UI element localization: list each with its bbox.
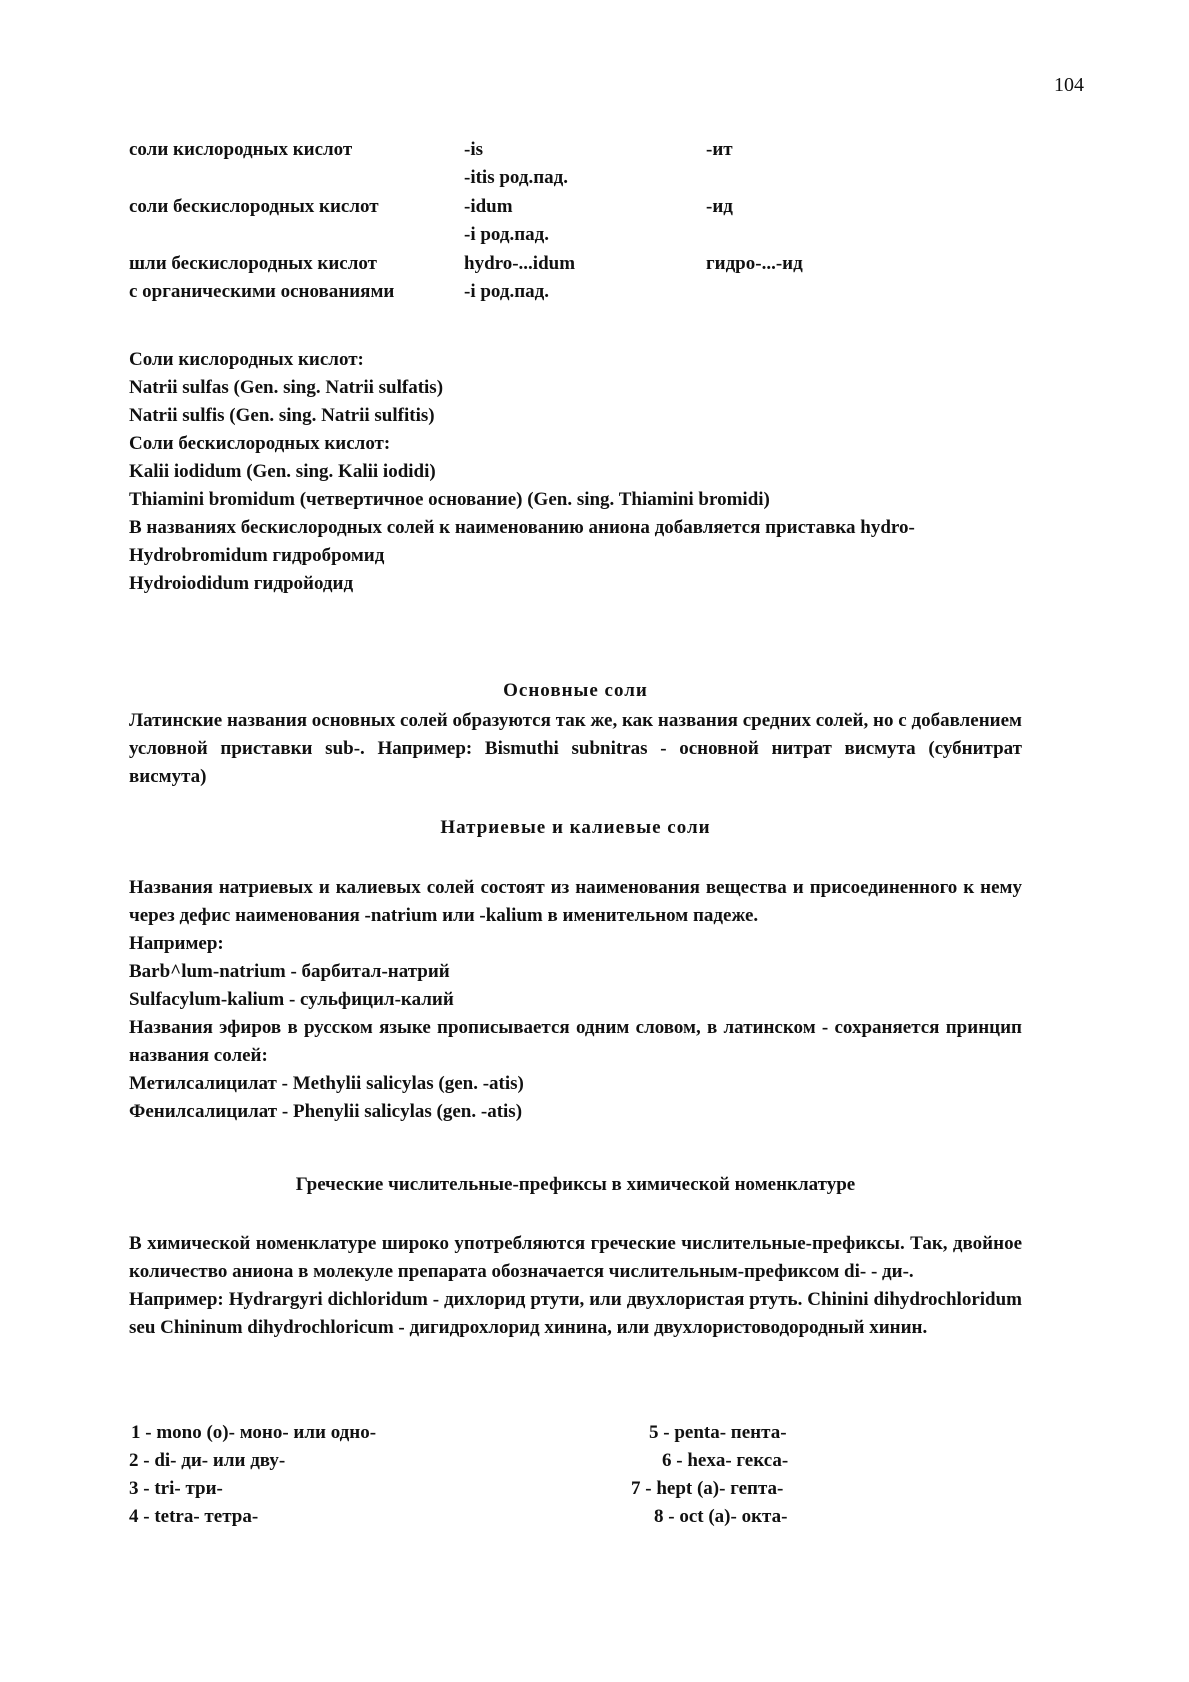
example-line: Natrii sulfas (Gen. sing. Natrii sulfatis)	[129, 377, 444, 398]
section-heading: Греческие числительные-префиксы в химической номенклатуре	[295, 1174, 856, 1195]
example-line: Соли бескислородных кислот:	[129, 433, 391, 454]
list-item	[129, 1475, 1029, 1503]
section-heading: Основные соли	[503, 680, 648, 701]
table-cell-term: соли кислородных кислот	[129, 139, 353, 160]
section-paragraph: Названия эфиров в русском языке прописывается одним словом, в латинском - сохраняется принцип названия солей:	[129, 1017, 1022, 1066]
section-paragraph: Например: Hydrargyri dichloridum - дихлорид ртути, или двухлористая ртуть. Chinini dihydrochloridum seu Chininum dihydrochloricum - дигидрохлорид хинина, или двухлористоводородный хинин.	[129, 1289, 1022, 1338]
table-cell-russian: -ид	[706, 196, 733, 217]
example-line: Kalii iodidum (Gen. sing. Kalii iodidi)	[129, 461, 436, 482]
example-line: Метилсалицилат - Methylii salicylas (gen. -atis)	[129, 1073, 524, 1094]
example-line: Natrii sulfis (Gen. sing. Natrii sulfitis)	[129, 405, 435, 426]
numeral-left: 2 - di- ди- или дву-	[129, 1450, 286, 1471]
example-line: Hydroiodidum гидройодид	[129, 573, 354, 594]
list-item	[129, 1503, 1029, 1531]
section-paragraph: В химической номенклатуре широко употребляются греческие числительные-префиксы. Так, двойное количество аниона в молекуле препарата обозначается числительным-префиксом di- - ди-.	[129, 1233, 1022, 1282]
example-line: Sulfacylum-kalium - сульфицил-калий	[129, 989, 454, 1010]
na-k-block	[129, 874, 1022, 1126]
section-paragraph: Латинские названия основных солей образуются так же, как названия средних солей, но с добавлением условной приставки sub-. Например: Bismuthi subnitras - основной нитрат висмута (субнитрат висмута)	[129, 710, 1022, 787]
table-cell-latin: hydro-...idum	[464, 253, 576, 274]
table-cell-russian: -ит	[706, 139, 733, 160]
table-cell-term: с органическими основаниями	[129, 281, 395, 302]
table-cell-latin: -is	[464, 139, 483, 160]
example-line: Соли кислородных кислот:	[129, 349, 364, 370]
table-row	[129, 250, 1029, 278]
section-paragraph: Названия натриевых и калиевых солей состоят из наименования вещества и присоединенного к нему через дефис наименования -natrium или -kalium в именительном падеже.	[129, 877, 1022, 926]
example-line: Barb^lum-natrium - барбитал-натрий	[129, 961, 450, 982]
greek-block	[129, 1230, 1022, 1342]
section-heading: Натриевые и калиевые соли	[440, 817, 711, 838]
table-row	[129, 278, 1029, 306]
example-line: Hydrobromidum гидробромид	[129, 545, 385, 566]
table-cell-russian: гидро-...-ид	[706, 253, 803, 274]
table-cell-latin: -itis род.пад.	[464, 167, 569, 188]
table-cell-latin: -idum	[464, 196, 513, 217]
numeral-right: 8 - oct (a)- окта-	[654, 1506, 788, 1527]
table-row	[129, 221, 1029, 249]
list-item	[129, 1447, 1029, 1475]
table-row	[129, 193, 1029, 221]
table-cell-latin: -i род.пад.	[464, 224, 550, 245]
numeral-right: 6 - hexa- гекса-	[662, 1450, 789, 1471]
example-line: Например:	[129, 933, 224, 954]
page-number: 104	[1054, 74, 1084, 96]
numeral-left: 1 - mono (o)- моно- или одно-	[131, 1422, 377, 1443]
table-cell-latin: -i род.пад.	[464, 281, 550, 302]
table-cell-term: шли бескислородных кислот	[129, 253, 377, 274]
numeral-left: 4 - tetra- тетра-	[129, 1506, 259, 1527]
table-cell-term: соли бескислородных кислот	[129, 196, 379, 217]
examples-block	[129, 346, 1022, 598]
example-paragraph: В названиях бескислородных солей к наименованию аниона добавляется приставка hydro-	[129, 517, 915, 538]
table-row	[129, 136, 1029, 164]
list-item	[129, 1419, 1029, 1447]
example-line: Thiamini bromidum (четвертичное основание) (Gen. sing. Thiamini bromidi)	[129, 489, 770, 510]
numeral-left: 3 - tri- три-	[129, 1478, 223, 1499]
numeral-right: 5 - penta- пента-	[649, 1422, 787, 1443]
table-row	[129, 164, 1029, 192]
example-line: Фенилсалицилат - Phenylii salicylas (gen. -atis)	[129, 1101, 523, 1122]
numeral-right: 7 - hept (a)- гепта-	[631, 1478, 784, 1499]
